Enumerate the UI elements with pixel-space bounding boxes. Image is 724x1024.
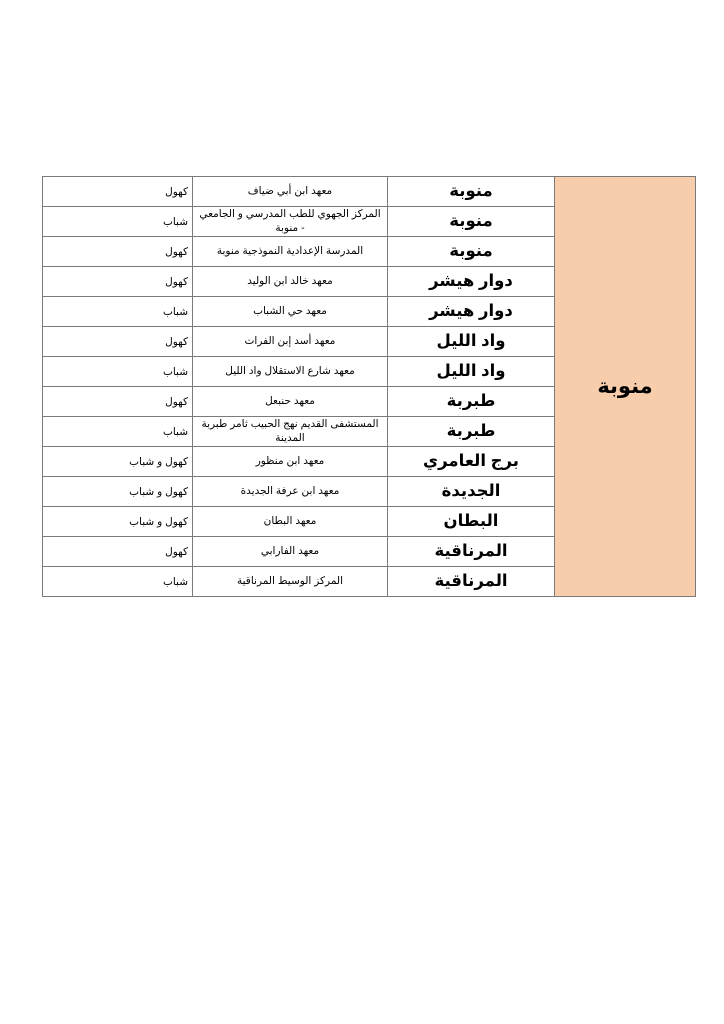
category-cell: كهول و شباب xyxy=(43,507,193,537)
delegation-cell: طبربة xyxy=(388,417,555,447)
center-cell: معهد الفارابي xyxy=(193,537,388,567)
center-cell: معهد البطان xyxy=(193,507,388,537)
category-cell: كهول xyxy=(43,267,193,297)
delegation-cell: المرناقية xyxy=(388,537,555,567)
governorate-cell: منوبة xyxy=(555,177,696,597)
delegation-cell: برج العامري xyxy=(388,447,555,477)
category-cell: كهول xyxy=(43,327,193,357)
category-cell: كهول xyxy=(43,537,193,567)
delegation-cell: البطان xyxy=(388,507,555,537)
category-cell: شباب xyxy=(43,357,193,387)
center-cell: معهد شارع الاستقلال واد الليل xyxy=(193,357,388,387)
center-cell: المركز الوسيط المرناقية xyxy=(193,567,388,597)
delegation-cell: منوبة xyxy=(388,177,555,207)
delegation-cell: دوار هيشر xyxy=(388,267,555,297)
center-cell: معهد أسد إبن الفرات xyxy=(193,327,388,357)
category-cell: كهول xyxy=(43,177,193,207)
category-cell: شباب xyxy=(43,567,193,597)
delegation-cell: طبربة xyxy=(388,387,555,417)
center-cell: معهد خالد ابن الوليد xyxy=(193,267,388,297)
delegation-cell: واد الليل xyxy=(388,327,555,357)
center-cell: معهد ابن عرفة الجديدة xyxy=(193,477,388,507)
delegation-cell: الجديدة xyxy=(388,477,555,507)
center-cell: المركز الجهوي للطب المدرسي و الجامعي - منوبة xyxy=(193,207,388,237)
table-body xyxy=(43,177,696,597)
delegation-cell: منوبة xyxy=(388,207,555,237)
vaccination-centers-table xyxy=(42,176,696,597)
center-cell: المدرسة الإعدادية النموذجية منوبة xyxy=(193,237,388,267)
center-cell: المستشفى القديم نهج الحبيب ثامر طبربة المدينة xyxy=(193,417,388,447)
category-cell: كهول و شباب xyxy=(43,447,193,477)
delegation-cell: واد الليل xyxy=(388,357,555,387)
table-row xyxy=(43,177,696,207)
delegation-cell: المرناقية xyxy=(388,567,555,597)
center-cell: معهد حي الشباب xyxy=(193,297,388,327)
category-cell: كهول و شباب xyxy=(43,477,193,507)
center-cell: معهد ابن أبي ضياف xyxy=(193,177,388,207)
category-cell: شباب xyxy=(43,297,193,327)
center-cell: معهد ابن منظور xyxy=(193,447,388,477)
category-cell: شباب xyxy=(43,417,193,447)
delegation-cell: دوار هيشر xyxy=(388,297,555,327)
center-cell: معهد حنبعل xyxy=(193,387,388,417)
delegation-cell: منوبة xyxy=(388,237,555,267)
category-cell: كهول xyxy=(43,387,193,417)
category-cell: كهول xyxy=(43,237,193,267)
category-cell: شباب xyxy=(43,207,193,237)
